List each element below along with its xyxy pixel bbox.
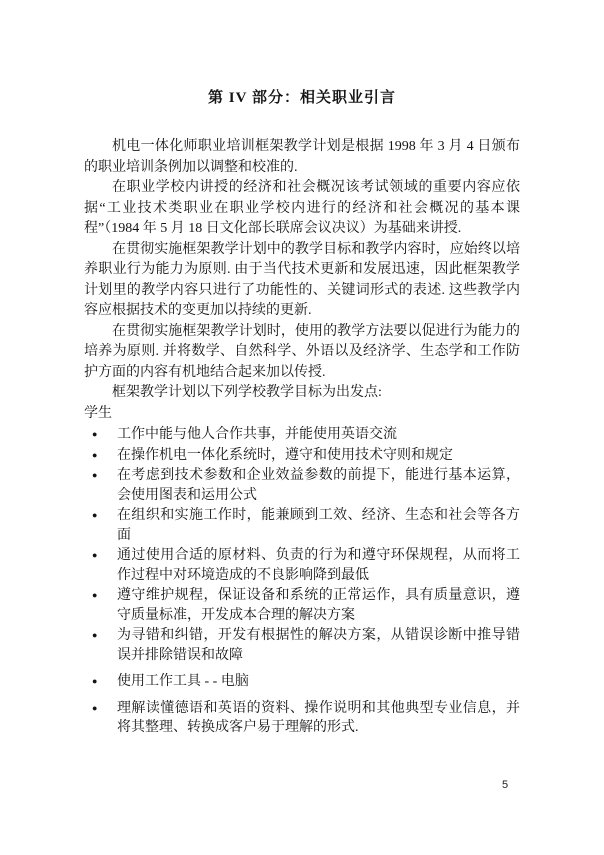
list-item: [92, 425, 520, 445]
paragraph-2: 在职业学校内讲授的经济和社会概况该考试领域的重要内容应依据“工业技术类职业在职业学校内进行的经济和社会概况的基本课程”（1984 年 5 月 18 日文化部长联席会议决议）为基础来讲授.: [84, 180, 520, 236]
paragraph-3: 在贯彻实施框架教学计划中的教学目标和教学内容时，应始终以培养职业行为能力为原则. 由于当代技术更新和发展迅速，因此框架教学计划里的教学内容只进行了功能性的、关键词形式的表述. 这些教学内容应根据技术的变更加以持续的更新.: [84, 241, 520, 318]
paragraph-4: 在贯彻实施框架教学计划时，使用的教学方法要以促进行为能力的培养为原则. 并将数学、自然科学、外语以及经济学、生态学和工作防护方面的内容有机地结合起来加以传授.: [84, 323, 520, 380]
list-item-text: 在考虑到技术参数和企业效益参数的前提下，能进行基本运算，会使用图表和运用公式: [117, 468, 520, 503]
list-item-text: 遵守维护规程，保证设备和系统的正常运作，具有质量意识，遵守质量标准，开发成本合理的解决方案: [117, 588, 520, 623]
bullet-icon: ●: [92, 470, 98, 480]
list-item: [92, 546, 520, 585]
list-label: 学生: [84, 405, 112, 421]
bullet-icon: ●: [92, 702, 98, 713]
page-content: [84, 86, 520, 738]
section-title: 第 IV 部分：相关职业引言: [208, 90, 396, 106]
bullet-icon: ●: [92, 550, 98, 560]
page-number: 5: [502, 779, 509, 791]
bullet-icon: ●: [92, 590, 98, 600]
list-item: [92, 672, 520, 692]
list-item: [92, 466, 520, 505]
list-item-text: 理解读懂德语和英语的资料、操作说明和其他典型专业信息，并将其整理、转换成客户易于理解的形式.: [117, 700, 520, 735]
bullet-list: [84, 425, 520, 738]
bullet-icon: ●: [92, 449, 98, 460]
list-item: [92, 586, 520, 625]
paragraph-1: 机电一体化师职业培训框架教学计划是根据 1998 年 3 月 4 日颁布的职业培训条例加以调整和校准的.: [84, 139, 520, 175]
list-item-text: 工作中能与他人合作共事，并能使用英语交流: [117, 427, 397, 442]
bullet-icon: ●: [92, 510, 98, 520]
bullet-icon: ●: [92, 630, 98, 640]
list-item-text: 为寻错和纠错，开发有根据性的解决方案，从错误诊断中推导错误并排除错误和故障: [117, 628, 520, 663]
list-item-text: 使用工作工具 - - 电脑: [117, 674, 249, 689]
list-intro: 框架教学计划以下列学校教学目标为出发点:: [112, 385, 382, 400]
list-item: [92, 446, 520, 466]
bullet-icon: ●: [92, 676, 98, 686]
list-item: [92, 699, 520, 738]
list-item-text: 在组织和实施工作时，能兼顾到工效、经济、生态和社会等各方面: [117, 508, 520, 543]
list-item-text: 通过使用合适的原材料、负责的行为和遵守环保规程，从而将工作过程中对环境造成的不良影响降到最低: [117, 548, 520, 583]
list-item: [92, 506, 520, 545]
list-item: [92, 626, 520, 665]
bullet-icon: ●: [92, 429, 98, 439]
list-item-text: 在操作机电一体化系统时，遵守和使用技术守则和规定: [117, 447, 453, 463]
